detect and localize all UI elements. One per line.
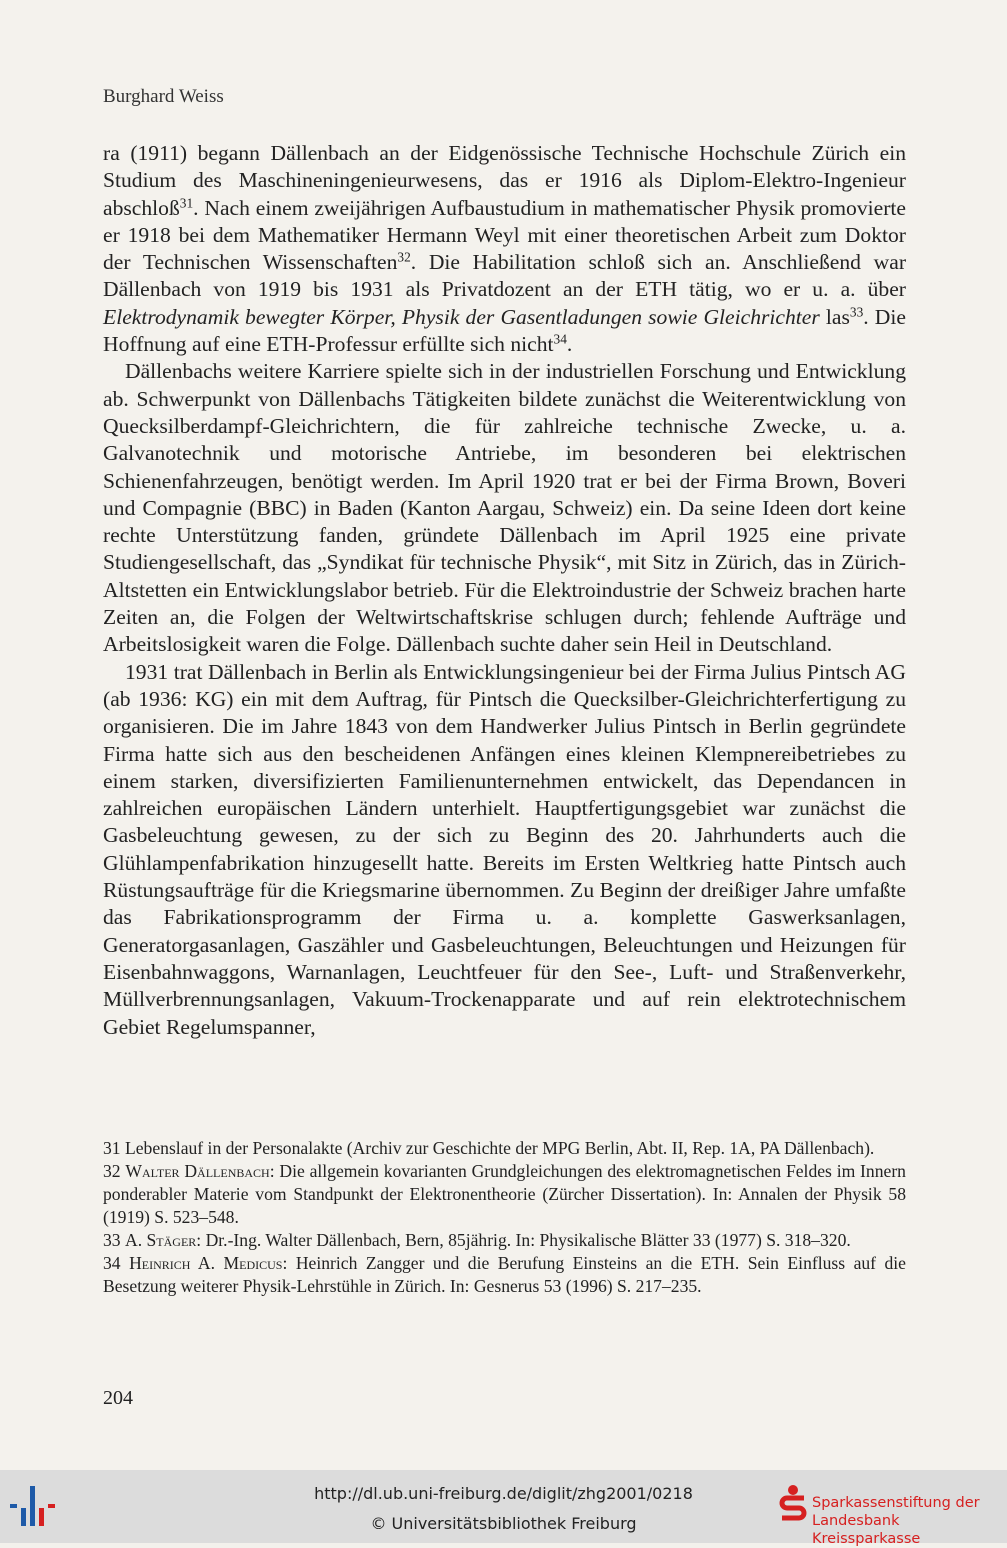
footnote-32: 32 Walter Dällenbach: Die allgemein kovarianten Grundgleichungen des elektromagnetischen Feldes im Innern ponderabler Materie vom Standpunkt der Elektronentheorie (Zürcher Dissertation). In: Annalen der Physik 58 (1919) S. 523–548. xyxy=(103,1161,906,1227)
footnote-author: A. Stäger xyxy=(125,1230,197,1250)
footnote-ref-33[interactable]: 33 xyxy=(849,304,864,320)
copyright-notice: © Universitätsbibliothek Freiburg xyxy=(370,1514,637,1533)
footnote-author: Heinrich A. Medicus xyxy=(129,1253,283,1273)
running-header-author: Burghard Weiss xyxy=(103,86,224,107)
viewer-footer xyxy=(0,1470,1007,1547)
footnote-34: 34 Heinrich A. Medicus: Heinrich Zangger und die Berufung Einsteins an die ETH. Sein Einfluss auf die Besetzung weiterer Physik-Lehrstühle in Zürich. In: Gesnerus 53 (1996) S. 217–235. xyxy=(103,1253,906,1296)
footnote-ref-32[interactable]: 32 xyxy=(397,249,411,265)
course-titles: Elektrodynamik bewegter Körper, Physik der Gasentladungen sowie Gleichrichter xyxy=(103,304,820,329)
page-number: 204 xyxy=(103,1387,133,1409)
paragraph-2: Dällenbachs weitere Karriere spielte sich in der industriellen Forschung und Entwicklung ab. Schwerpunkt von Dällenbachs Tätigkeiten bildete zunächst die Weiterentwicklung von Quecksilberdampf-Gleichrichtern, die für zahlreiche technische Zwecke, u. a. Galvanotechnik und motorische Antriebe, im besonderen bei elektrischen Schienenfahrzeugen, benötigt werden. Im April 1920 trat er bei der Firma Brown, Boveri und Compagnie (BBC) in Baden (Kanton Aargau, Schweiz) ein. Da seine Ideen dort keine rechte Unterstützung fanden, gründete Dällenbach im April 1925 eine private Studiengesellschaft, das „Syndikat für technische Physik“, mit Sitz in Zürich, das in Zürich-Altstetten ein Entwicklungslabor betrieb. Für die Elektroindustrie der Schweiz brachen harte Zeiten an, die Folgen der Weltwirtschaftskrise schlugen durch; fehlende Aufträge und Arbeitslosigkeit waren die Folge. Dällenbach suchte daher sein Heil in Deutschland. xyxy=(103,359,906,657)
paragraph-3: 1931 trat Dällenbach in Berlin als Entwicklungsingenieur bei der Firma Julius Pintsch AG (ab 1936: KG) ein mit dem Auftrag, für Pintsch die Quecksilber-Gleichrichterfertigung zu organisieren. Die im Jahre 1843 von dem Handwerker Julius Pintsch in Berlin gegründete Firma hatte sich aus den bescheidenen Anfängen eines kleinen Klempnereibetriebes zu einem starken, diversifizierten Familienunternehmen entwickelt, das Dependancen in zahlreichen europäischen Ländern unterhielt. Hauptfertigungsgebiet war zunächst die Gasbeleuchtung gewesen, zu der sich zu Beginn des 20. Jahrhunderts auch die Glühlampenfabrikation hinzugesellt hatte. Bereits im Ersten Weltkrieg hatte Pintsch auch Rüstungsaufträge für die Kriegsmarine übernommen. Zu Beginn der dreißiger Jahre umfaßte das Fabrikationsprogramm der Firma u. a. komplette Gaswerksanlagen, Generatorgasanlagen, Gaszähler und Gasbeleuchtungen, Beleuchtungen und Heizungen für Eisenbahnwaggons, Warnanlagen, Leuchtfeuer für den See-, Luft- und Straßenverkehr, Müllverbrennungsanlagen, Vakuum-Trockenapparate und auf rein elektrotechnischem Gebiet Regelumspanner, xyxy=(103,659,906,1039)
footnote-ref-31[interactable]: 31 xyxy=(179,195,194,211)
permalink-url[interactable]: http://dl.ub.uni-freiburg.de/diglit/zhg2001/0218 xyxy=(314,1484,693,1503)
sponsor-name[interactable]: Sparkassenstiftung der Landesbank Kreissparkasse xyxy=(812,1495,980,1547)
footnote-31: 31 Lebenslauf in der Personalakte (Archiv zur Geschichte der MPG Berlin, Abt. II, Rep. 1A, PA Dällenbach). xyxy=(103,1138,875,1158)
footnote-ref-34[interactable]: 34 xyxy=(553,331,567,347)
footnote-author: Walter Dällenbach xyxy=(125,1161,270,1181)
body-text xyxy=(103,140,906,1041)
paragraph-1: ra (1911) begann Dällenbach an der Eidgenössische Technische Hochschule Zürich ein Studium des Maschineningenieurwesens, das er 1916 als Diplom-Elektro-Ingenieur abschloß$^{31}$. Nach einem zweijährigen Aufbaustudium in mathematischer Physik promovierte er 1918 bei dem Mathematiker Hermann Weyl mit einer theoretischen Arbeit zum Doktor der Technischen Wissenschaften$^{32}$. Die Habilitation schloß sich an. Anschließend war Dällenbach von 1919 bis 1931 als Privatdozent an der ETH tätig, wo er u. a. über Elektrodynamik bewegter Körper, Physik der Gasentladungen sowie Gleichrichter las$^{33}$. Die Hoffnung auf eine ETH-Professur erfüllte sich nicht$^{34}$. xyxy=(103,141,907,357)
footnote-33: 33 A. Stäger: Dr.-Ing. Walter Dällenbach, Bern, 85jährig. In: Physikalische Blätter 33 (1977) S. 318–320. xyxy=(103,1230,851,1250)
footnotes xyxy=(103,1137,906,1298)
sparkasse-logo-icon[interactable] xyxy=(778,1484,808,1524)
